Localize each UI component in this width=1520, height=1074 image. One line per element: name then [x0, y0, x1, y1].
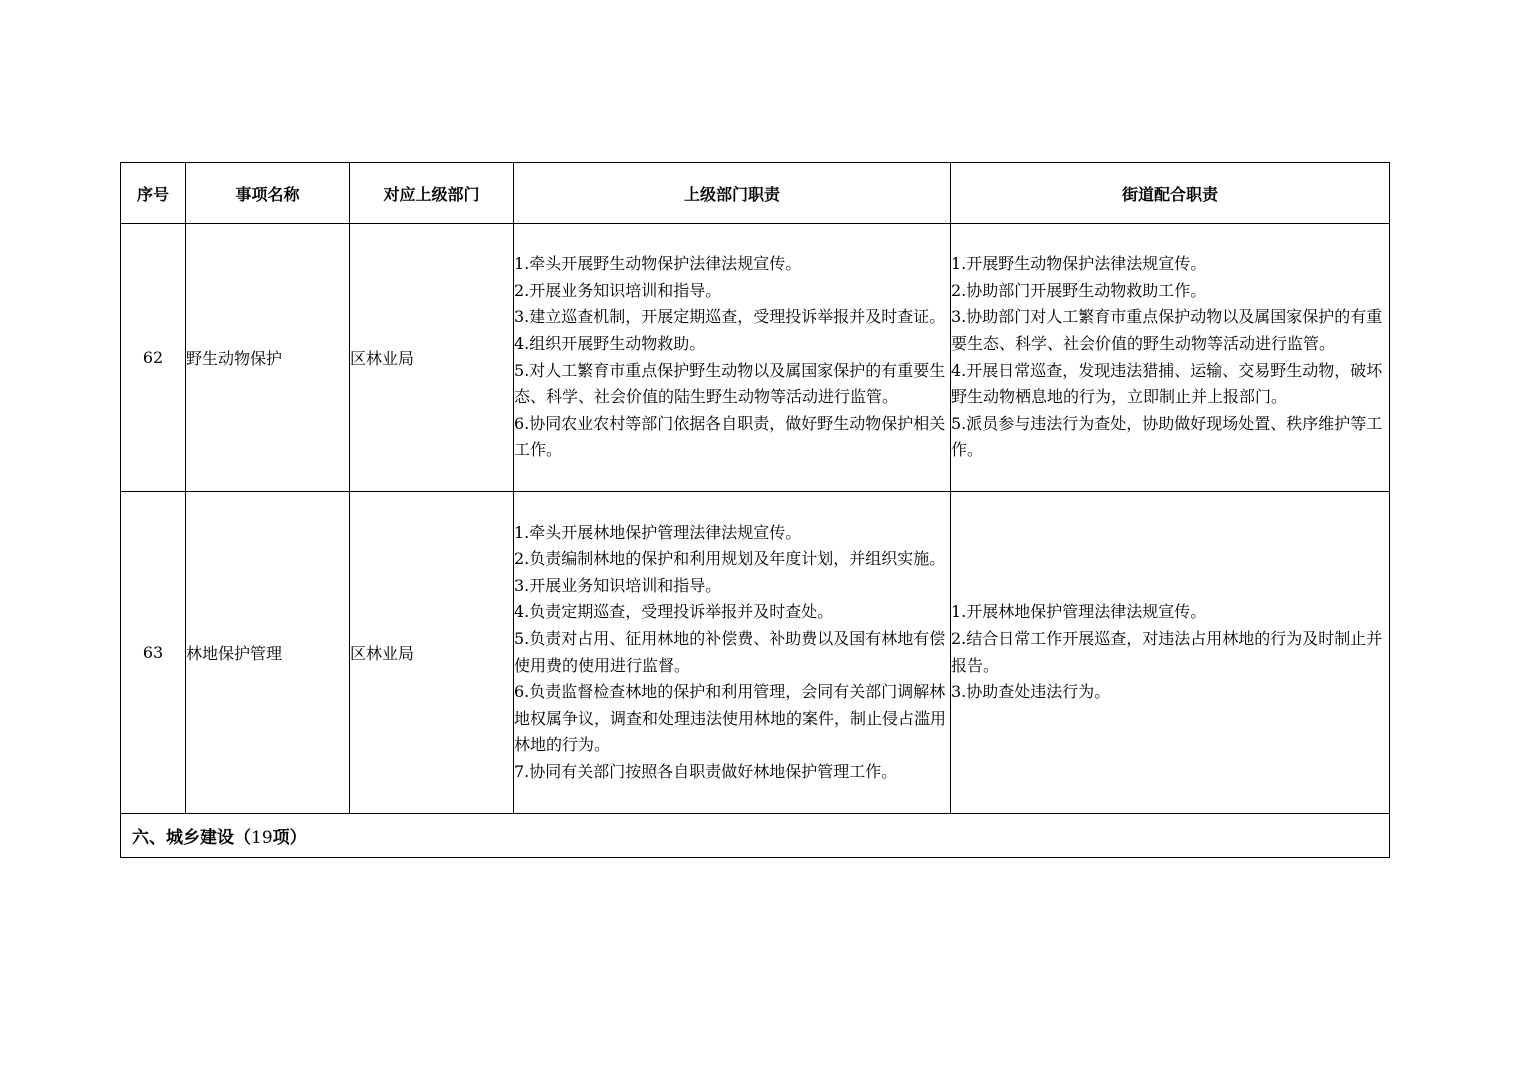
header-row	[121, 163, 1390, 224]
duty-item: 2.负责编制林地的保护和利用规划及年度计划，并组织实施。	[514, 549, 946, 569]
row-department: 区林业局	[350, 492, 514, 814]
duty-item: 4.负责定期巡查，受理投诉举报并及时查处。	[514, 602, 834, 622]
section-label: 六、城乡建设（	[132, 828, 251, 848]
duty-item: 3.开展业务知识培训和指导。	[514, 575, 722, 595]
duty-item: 7.协同有关部门按照各自职责做好林地保护管理工作。	[514, 761, 898, 781]
row-item-name: 林地保护管理	[186, 492, 350, 814]
duty-item: 1.牵头开展野生动物保护法律法规宣传。	[514, 254, 802, 274]
superior-duties-cell	[514, 224, 951, 492]
duty-item: 3.协助部门对人工繁育市重点保护动物以及属国家保护的有重要生态、科学、社会价值的野生动物等活动进行监管。	[951, 307, 1383, 353]
duty-item: 5.负责对占用、征用林地的补偿费、补助费以及国有林地有偿使用费的使用进行监督。	[514, 628, 946, 675]
section-count: 19	[251, 828, 273, 848]
duty-item: 5.派员参与违法行为查处，协助做好现场处置、秩序维护等工作。	[951, 413, 1383, 460]
duty-item: 4.组织开展野生动物救助。	[514, 333, 706, 353]
row-department: 区林业局	[350, 224, 514, 492]
duty-item: 1.牵头开展林地保护管理法律法规宣传。	[514, 522, 802, 542]
duty-item: 6.协同农业农村等部门依据各自职责，做好野生动物保护相关工作。	[514, 413, 946, 460]
header-street-duties: 街道配合职责	[951, 163, 1390, 224]
duty-item: 4.开展日常巡查，发现违法猎捕、运输、交易野生动物，破坏野生动物栖息地的行为，立即制止并上报部门。	[951, 360, 1383, 407]
duty-item: 2.协助部门开展野生动物救助工作。	[951, 280, 1207, 300]
superior-duties-cell	[514, 492, 951, 814]
duty-item: 2.结合日常工作开展巡查，对违法占用林地的行为及时制止并报告。	[951, 628, 1383, 675]
duty-item: 5.对人工繁育市重点保护野生动物以及属国家保护的有重要生态、科学、社会价值的陆生野生动物等活动进行监管。	[514, 360, 946, 407]
table-row	[121, 492, 1390, 814]
header-item-name: 事项名称	[186, 163, 350, 224]
duty-table	[120, 162, 1390, 858]
header-superior-duties: 上级部门职责	[514, 163, 951, 224]
row-item-name: 野生动物保护	[186, 224, 350, 492]
duty-item: 2.开展业务知识培训和指导。	[514, 280, 722, 300]
duty-item: 6.负责监督检查林地的保护和利用管理，会同有关部门调解林地权属争议，调查和处理违法使用林地的案件，制止侵占滥用林地的行为。	[514, 682, 947, 755]
street-duties-cell	[951, 224, 1390, 492]
duty-item: 1.开展林地保护管理法律法规宣传。	[951, 602, 1207, 622]
row-number: 63	[121, 492, 186, 814]
header-number: 序号	[121, 163, 186, 224]
duty-item: 3.建立巡查机制，开展定期巡查，受理投诉举报并及时查证。	[514, 307, 946, 327]
duty-item: 1.开展野生动物保护法律法规宣传。	[951, 254, 1207, 274]
header-department: 对应上级部门	[350, 163, 514, 224]
section-suffix: 项）	[272, 828, 307, 848]
section-heading	[121, 814, 1390, 858]
table-row	[121, 224, 1390, 492]
section-row	[121, 814, 1390, 858]
row-number: 62	[121, 224, 186, 492]
duty-item: 3.协助查处违法行为。	[951, 682, 1111, 702]
street-duties-cell	[951, 492, 1390, 814]
